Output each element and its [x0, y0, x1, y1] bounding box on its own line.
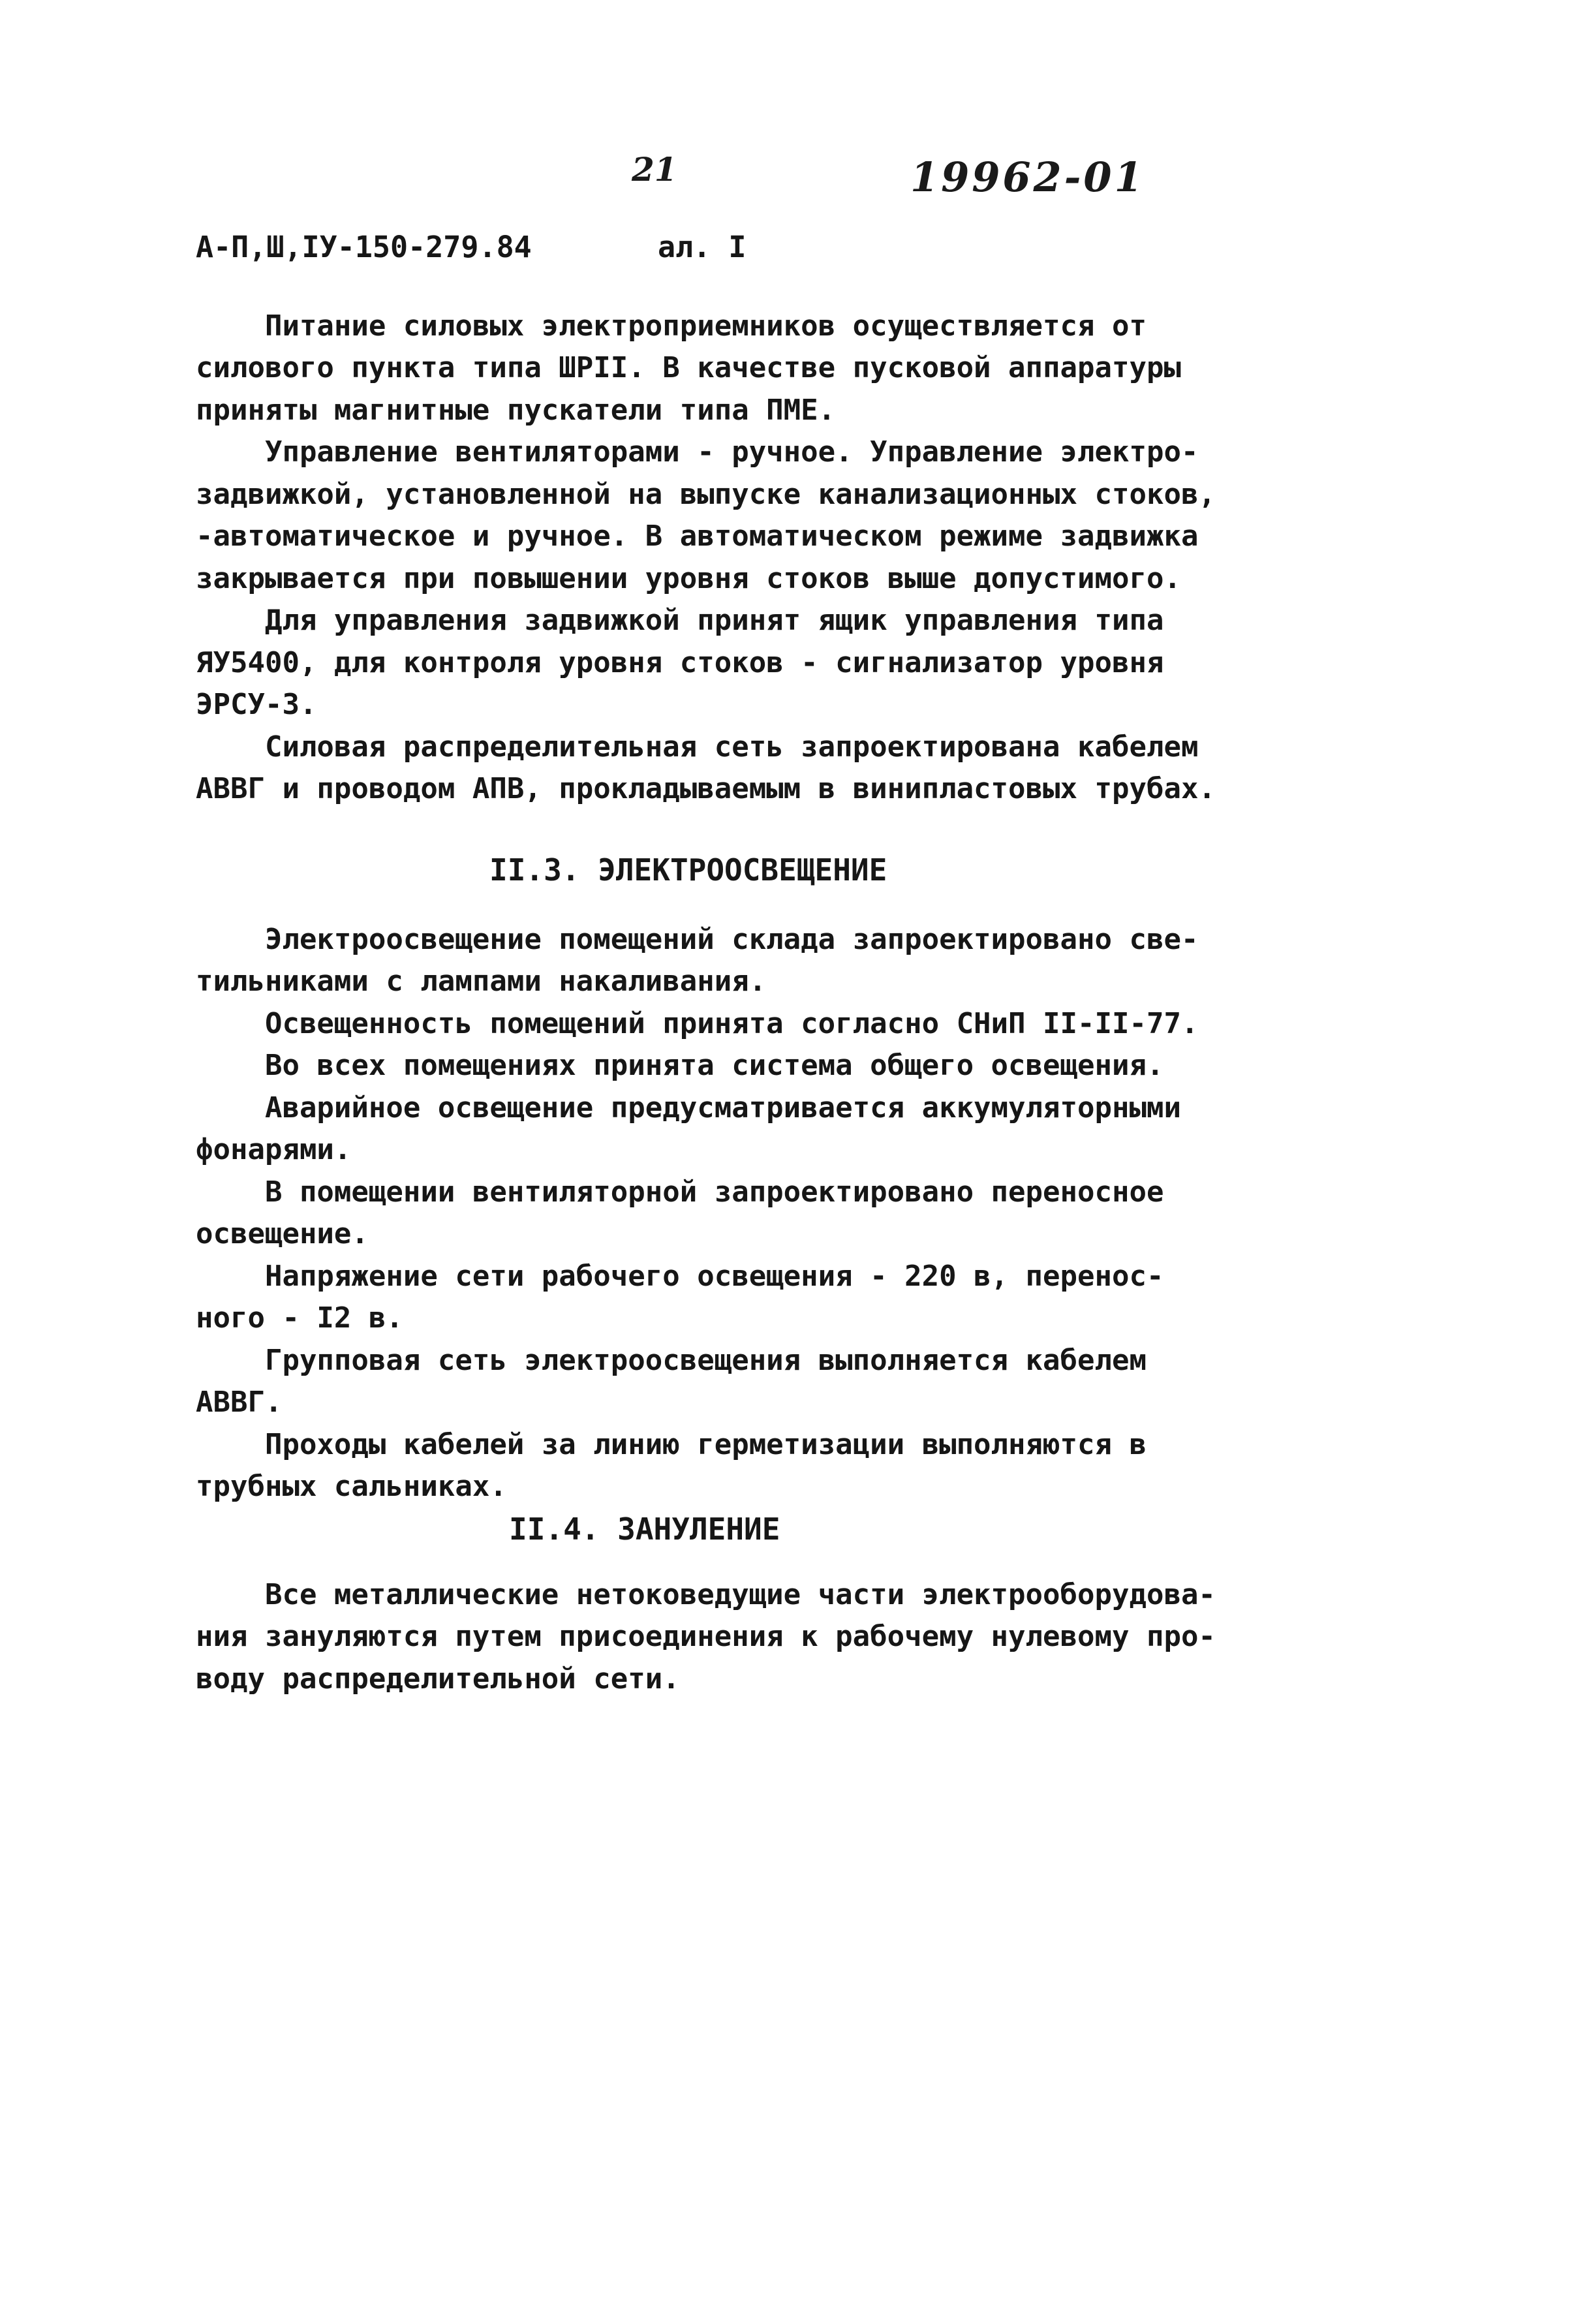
document-number: 19962-01	[910, 153, 1145, 201]
text-line: задвижкой, установленной на выпуске канализационных стоков,	[196, 478, 1216, 511]
text-line: ЭРСУ-3.	[196, 688, 317, 721]
section-heading: II.3. ЭЛЕКТРООСВЕЩЕНИЕ	[489, 852, 887, 888]
text-line: силового пункта типа ШРII. В качестве пусковой аппаратуры	[196, 351, 1181, 384]
text-line: приняты магнитные пускатели типа ПМЕ.	[196, 394, 836, 427]
section-heading: II.4. ЗАНУЛЕНИЕ	[509, 1511, 780, 1547]
document-code: А-П,Ш,ІУ-150-279.84	[196, 230, 532, 264]
text-line: Силовая распределительная сеть запроектирована кабелем	[196, 730, 1199, 764]
text-line: ния зануляются путем присоединения к рабочему нулевому про-	[196, 1620, 1216, 1653]
text-line: ЯУ5400, для контроля уровня стоков - сигнализатор уровня	[196, 646, 1164, 679]
text-line: Электроосвещение помещений склада запроектировано све-	[196, 923, 1199, 956]
text-line: АВВГ и проводом АПВ, прокладываемым в винипластовых трубах.	[196, 772, 1216, 805]
sheet-reference: ал. I	[658, 230, 747, 264]
text-line: ного - I2 в.	[196, 1301, 403, 1335]
text-line: Аварийное освещение предусматривается аккумуляторными	[196, 1091, 1181, 1124]
text-line: Освещенность помещений принята согласно СНиП II-II-77.	[196, 1007, 1199, 1040]
text-line: закрывается при повышении уровня стоков выше допустимого.	[196, 562, 1181, 595]
text-line: Проходы кабелей за линию герметизации выполняются в	[196, 1428, 1147, 1461]
page-number: 21	[632, 150, 677, 189]
text-line: Управление вентиляторами - ручное. Управление электро-	[196, 435, 1199, 469]
text-line: Все металлические нетоковедущие части электрооборудова-	[196, 1578, 1216, 1611]
text-line: освещение.	[196, 1217, 369, 1250]
text-line: В помещении вентиляторной запроектировано переносное	[196, 1175, 1164, 1209]
text-line: АВВГ.	[196, 1386, 283, 1419]
text-line: Групповая сеть электроосвещения выполняется кабелем	[196, 1344, 1147, 1377]
text-line: фонарями.	[196, 1133, 352, 1166]
text-line: Напряжение сети рабочего освещения - 220 в, перенос-	[196, 1260, 1164, 1293]
text-line: трубных сальниках.	[196, 1470, 507, 1503]
text-line: воду распределительной сети.	[196, 1662, 680, 1696]
text-line: тильниками с лампами накаливания.	[196, 965, 767, 998]
text-line: -автоматическое и ручное. В автоматическом режиме задвижка	[196, 519, 1199, 553]
text-line: Питание силовых электроприемников осуществляется от	[196, 309, 1147, 343]
text-line: Для управления задвижкой принят ящик управления типа	[196, 604, 1164, 637]
text-line: Во всех помещениях принята система общего освещения.	[196, 1049, 1164, 1082]
